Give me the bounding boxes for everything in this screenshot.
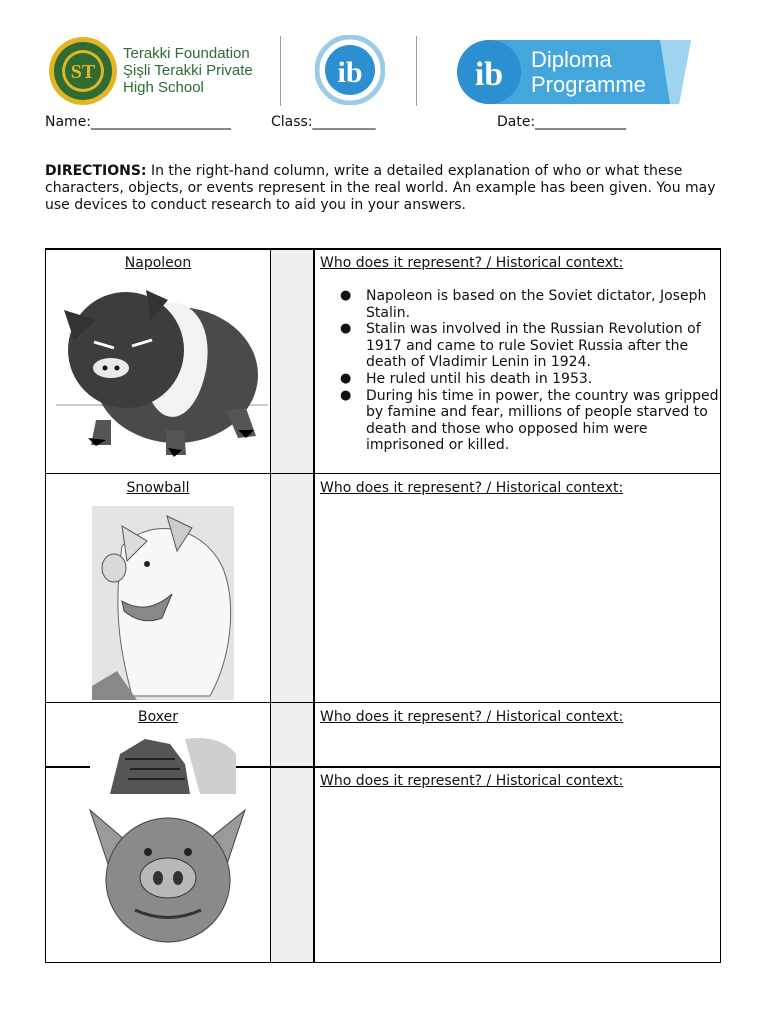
- date-field[interactable]: Date:_____________: [497, 114, 627, 130]
- table-border-bottom: [45, 962, 721, 963]
- ib-badge-letters: ib: [474, 56, 504, 93]
- header-divider: [280, 36, 281, 106]
- ib-badge-line-2: Programme: [531, 72, 646, 97]
- pig-illustration-row4: [80, 800, 252, 948]
- ib-diploma-badge: [455, 38, 695, 106]
- header-divider-2: [416, 36, 417, 106]
- ib-badge-line-1: Diploma: [531, 47, 612, 72]
- row4-answer-area[interactable]: [315, 792, 719, 960]
- snowball-pig-illustration: [92, 506, 234, 700]
- table-gutter: [271, 249, 313, 962]
- name-field[interactable]: Name:____________________: [45, 114, 232, 130]
- directions-text: In the right-hand column, write a detailed explanation of who or what these characters, objects, or events represent in the real world. An example has been given. You may use devices to conduct research to aid you in your answers.: [45, 163, 716, 213]
- character-name-snowball: Snowball: [126, 480, 190, 496]
- directions-lead: DIRECTIONS:: [45, 163, 147, 179]
- context-label-3: Who does it represent? / Historical context:: [320, 709, 624, 725]
- class-field[interactable]: Class:_________: [271, 114, 376, 130]
- context-label-2: Who does it represent? / Historical context:: [320, 480, 624, 496]
- boxer-horse-illustration: [90, 734, 236, 794]
- ib-logo-text: ib: [337, 56, 363, 89]
- table-row-line-2: [45, 702, 721, 703]
- table-border-top: [45, 248, 721, 250]
- context-label-4: Who does it represent? / Historical context:: [320, 773, 624, 789]
- character-name-boxer: Boxer: [138, 709, 178, 725]
- napoleon-pig-illustration: [56, 280, 268, 460]
- snowball-answer-area[interactable]: [315, 497, 719, 701]
- school-emblem-icon: [48, 36, 118, 106]
- directions: [45, 163, 725, 214]
- table-col-line-1: [270, 248, 271, 963]
- table-border-right: [720, 248, 721, 963]
- answer-bullet: ● Napoleon is based on the Soviet dictator, Joseph Stalin.: [340, 288, 720, 321]
- boxer-answer-area[interactable]: [315, 727, 719, 765]
- context-label-1: Who does it represent? / Historical context:: [320, 255, 624, 271]
- napoleon-answer-list: [340, 288, 720, 454]
- table-row-line-3a: [45, 766, 90, 768]
- table-row-line-1: [45, 473, 721, 474]
- character-name-napoleon: Napoleon: [124, 255, 192, 271]
- table-row-line-3b: [235, 766, 721, 768]
- table-border-left: [45, 248, 46, 963]
- answer-bullet: ● During his time in power, the country was gripped by famine and fear, millions of people starved to death and those who opposed him were imprisoned or killed.: [340, 388, 720, 454]
- answer-bullet: ● Stalin was involved in the Russian Revolution of 1917 and came to rule Soviet Russia after the death of Vladimir Lenin in 1924.: [340, 321, 720, 371]
- answer-bullet: ● He ruled until his death in 1953.: [340, 371, 720, 388]
- school-emblem-letters: ST: [70, 61, 96, 83]
- school-name: Terakki Foundation Şişli Terakki Private High School: [123, 45, 253, 96]
- ib-world-logo-icon: [315, 35, 385, 105]
